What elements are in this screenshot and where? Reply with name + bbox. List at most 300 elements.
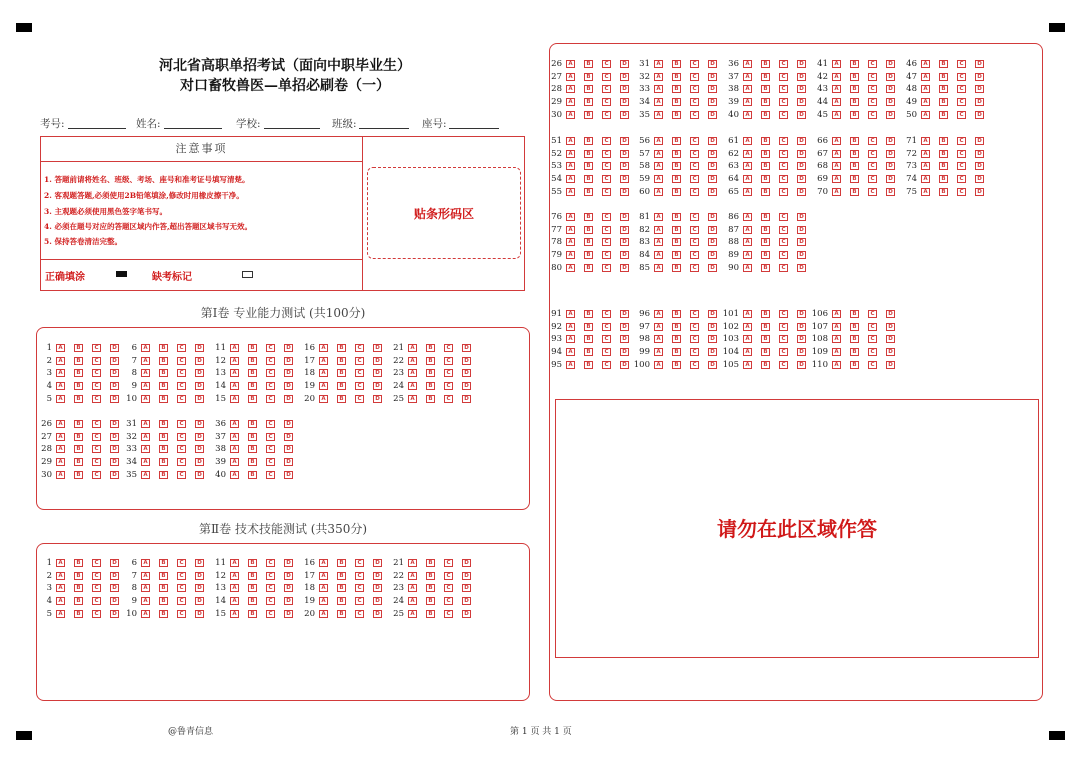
- option-bubble-c[interactable]: C: [266, 420, 275, 428]
- option-bubble-c[interactable]: C: [602, 85, 611, 93]
- option-bubble-d[interactable]: D: [886, 85, 895, 93]
- option-bubble-a[interactable]: A: [230, 382, 239, 390]
- option-bubble-c[interactable]: C: [779, 251, 788, 259]
- option-bubble-b[interactable]: B: [761, 60, 770, 68]
- option-bubble-d[interactable]: D: [975, 150, 984, 158]
- option-bubble-d[interactable]: D: [975, 85, 984, 93]
- option-bubble-d[interactable]: D: [195, 471, 204, 479]
- option-bubble-b[interactable]: B: [761, 348, 770, 356]
- option-bubble-d[interactable]: D: [797, 348, 806, 356]
- option-bubble-d[interactable]: D: [284, 597, 293, 605]
- option-bubble-d[interactable]: D: [620, 348, 629, 356]
- option-bubble-c[interactable]: C: [355, 344, 364, 352]
- option-bubble-c[interactable]: C: [602, 361, 611, 369]
- option-bubble-d[interactable]: D: [110, 471, 119, 479]
- option-bubble-a[interactable]: A: [141, 445, 150, 453]
- option-bubble-a[interactable]: A: [319, 382, 328, 390]
- option-bubble-c[interactable]: C: [444, 584, 453, 592]
- option-bubble-c[interactable]: C: [690, 310, 699, 318]
- option-bubble-d[interactable]: D: [373, 559, 382, 567]
- option-bubble-c[interactable]: C: [92, 344, 101, 352]
- option-bubble-d[interactable]: D: [195, 344, 204, 352]
- option-bubble-a[interactable]: A: [832, 310, 841, 318]
- option-bubble-b[interactable]: B: [337, 369, 346, 377]
- option-bubble-d[interactable]: D: [462, 369, 471, 377]
- option-bubble-d[interactable]: D: [373, 344, 382, 352]
- option-bubble-a[interactable]: A: [230, 357, 239, 365]
- option-bubble-a[interactable]: A: [56, 357, 65, 365]
- option-bubble-c[interactable]: C: [957, 162, 966, 170]
- option-bubble-c[interactable]: C: [92, 395, 101, 403]
- option-bubble-c[interactable]: C: [177, 458, 186, 466]
- option-bubble-d[interactable]: D: [195, 420, 204, 428]
- option-bubble-a[interactable]: A: [654, 238, 663, 246]
- option-bubble-a[interactable]: A: [566, 238, 575, 246]
- option-bubble-c[interactable]: C: [957, 73, 966, 81]
- option-bubble-b[interactable]: B: [426, 559, 435, 567]
- option-bubble-b[interactable]: B: [850, 323, 859, 331]
- option-bubble-b[interactable]: B: [159, 458, 168, 466]
- option-bubble-d[interactable]: D: [195, 395, 204, 403]
- option-bubble-c[interactable]: C: [602, 348, 611, 356]
- option-bubble-d[interactable]: D: [620, 188, 629, 196]
- option-bubble-d[interactable]: D: [975, 73, 984, 81]
- option-bubble-d[interactable]: D: [797, 323, 806, 331]
- option-bubble-a[interactable]: A: [654, 361, 663, 369]
- option-bubble-c[interactable]: C: [444, 395, 453, 403]
- option-bubble-d[interactable]: D: [797, 137, 806, 145]
- option-bubble-a[interactable]: A: [832, 85, 841, 93]
- option-bubble-d[interactable]: D: [284, 420, 293, 428]
- option-bubble-d[interactable]: D: [110, 357, 119, 365]
- option-bubble-b[interactable]: B: [159, 433, 168, 441]
- option-bubble-a[interactable]: A: [230, 610, 239, 618]
- option-bubble-b[interactable]: B: [426, 357, 435, 365]
- option-bubble-d[interactable]: D: [708, 323, 717, 331]
- option-bubble-b[interactable]: B: [850, 335, 859, 343]
- option-bubble-a[interactable]: A: [141, 344, 150, 352]
- option-bubble-c[interactable]: C: [779, 85, 788, 93]
- option-bubble-d[interactable]: D: [797, 310, 806, 318]
- option-bubble-d[interactable]: D: [620, 310, 629, 318]
- option-bubble-a[interactable]: A: [141, 382, 150, 390]
- option-bubble-d[interactable]: D: [975, 162, 984, 170]
- option-bubble-a[interactable]: A: [319, 584, 328, 592]
- option-bubble-c[interactable]: C: [92, 357, 101, 365]
- option-bubble-c[interactable]: C: [444, 610, 453, 618]
- option-bubble-b[interactable]: B: [248, 458, 257, 466]
- option-bubble-d[interactable]: D: [708, 175, 717, 183]
- option-bubble-a[interactable]: A: [566, 85, 575, 93]
- option-bubble-d[interactable]: D: [620, 251, 629, 259]
- option-bubble-c[interactable]: C: [690, 162, 699, 170]
- seat-field[interactable]: [449, 128, 499, 129]
- option-bubble-d[interactable]: D: [797, 335, 806, 343]
- option-bubble-b[interactable]: B: [584, 137, 593, 145]
- option-bubble-b[interactable]: B: [159, 597, 168, 605]
- option-bubble-d[interactable]: D: [462, 597, 471, 605]
- option-bubble-a[interactable]: A: [743, 85, 752, 93]
- option-bubble-c[interactable]: C: [177, 433, 186, 441]
- option-bubble-b[interactable]: B: [74, 559, 83, 567]
- option-bubble-c[interactable]: C: [355, 584, 364, 592]
- option-bubble-b[interactable]: B: [761, 264, 770, 272]
- option-bubble-b[interactable]: B: [159, 471, 168, 479]
- option-bubble-a[interactable]: A: [56, 369, 65, 377]
- option-bubble-b[interactable]: B: [761, 98, 770, 106]
- option-bubble-a[interactable]: A: [921, 73, 930, 81]
- option-bubble-c[interactable]: C: [868, 150, 877, 158]
- option-bubble-d[interactable]: D: [373, 572, 382, 580]
- option-bubble-c[interactable]: C: [868, 60, 877, 68]
- option-bubble-b[interactable]: B: [74, 369, 83, 377]
- option-bubble-d[interactable]: D: [195, 445, 204, 453]
- option-bubble-c[interactable]: C: [355, 357, 364, 365]
- option-bubble-d[interactable]: D: [886, 335, 895, 343]
- option-bubble-d[interactable]: D: [284, 445, 293, 453]
- option-bubble-d[interactable]: D: [284, 572, 293, 580]
- option-bubble-d[interactable]: D: [284, 610, 293, 618]
- option-bubble-b[interactable]: B: [74, 344, 83, 352]
- option-bubble-c[interactable]: C: [690, 323, 699, 331]
- option-bubble-c[interactable]: C: [690, 188, 699, 196]
- option-bubble-c[interactable]: C: [868, 175, 877, 183]
- option-bubble-d[interactable]: D: [797, 361, 806, 369]
- option-bubble-a[interactable]: A: [56, 420, 65, 428]
- option-bubble-c[interactable]: C: [957, 60, 966, 68]
- option-bubble-a[interactable]: A: [141, 357, 150, 365]
- option-bubble-c[interactable]: C: [266, 597, 275, 605]
- option-bubble-d[interactable]: D: [284, 369, 293, 377]
- option-bubble-b[interactable]: B: [672, 226, 681, 234]
- option-bubble-b[interactable]: B: [426, 597, 435, 605]
- option-bubble-d[interactable]: D: [373, 584, 382, 592]
- option-bubble-b[interactable]: B: [672, 162, 681, 170]
- option-bubble-a[interactable]: A: [56, 458, 65, 466]
- option-bubble-b[interactable]: B: [337, 597, 346, 605]
- option-bubble-a[interactable]: A: [654, 213, 663, 221]
- option-bubble-b[interactable]: B: [939, 85, 948, 93]
- option-bubble-b[interactable]: B: [584, 188, 593, 196]
- option-bubble-d[interactable]: D: [110, 344, 119, 352]
- option-bubble-a[interactable]: A: [230, 369, 239, 377]
- option-bubble-d[interactable]: D: [975, 111, 984, 119]
- option-bubble-c[interactable]: C: [779, 238, 788, 246]
- option-bubble-d[interactable]: D: [620, 150, 629, 158]
- option-bubble-c[interactable]: C: [92, 458, 101, 466]
- option-bubble-b[interactable]: B: [159, 610, 168, 618]
- option-bubble-a[interactable]: A: [566, 213, 575, 221]
- option-bubble-d[interactable]: D: [797, 98, 806, 106]
- option-bubble-a[interactable]: A: [654, 251, 663, 259]
- option-bubble-d[interactable]: D: [708, 361, 717, 369]
- option-bubble-c[interactable]: C: [355, 559, 364, 567]
- option-bubble-b[interactable]: B: [850, 348, 859, 356]
- option-bubble-b[interactable]: B: [159, 382, 168, 390]
- option-bubble-b[interactable]: B: [74, 458, 83, 466]
- option-bubble-a[interactable]: A: [141, 584, 150, 592]
- option-bubble-a[interactable]: A: [566, 323, 575, 331]
- option-bubble-b[interactable]: B: [159, 420, 168, 428]
- option-bubble-b[interactable]: B: [761, 238, 770, 246]
- option-bubble-a[interactable]: A: [319, 357, 328, 365]
- option-bubble-b[interactable]: B: [584, 226, 593, 234]
- option-bubble-b[interactable]: B: [159, 369, 168, 377]
- option-bubble-c[interactable]: C: [868, 137, 877, 145]
- option-bubble-c[interactable]: C: [690, 361, 699, 369]
- option-bubble-b[interactable]: B: [159, 344, 168, 352]
- option-bubble-b[interactable]: B: [939, 137, 948, 145]
- option-bubble-c[interactable]: C: [690, 137, 699, 145]
- option-bubble-a[interactable]: A: [743, 98, 752, 106]
- option-bubble-a[interactable]: A: [832, 162, 841, 170]
- option-bubble-c[interactable]: C: [957, 188, 966, 196]
- option-bubble-b[interactable]: B: [159, 445, 168, 453]
- option-bubble-c[interactable]: C: [177, 357, 186, 365]
- option-bubble-c[interactable]: C: [266, 382, 275, 390]
- option-bubble-a[interactable]: A: [832, 98, 841, 106]
- option-bubble-c[interactable]: C: [266, 395, 275, 403]
- option-bubble-b[interactable]: B: [584, 264, 593, 272]
- option-bubble-c[interactable]: C: [266, 559, 275, 567]
- option-bubble-b[interactable]: B: [584, 175, 593, 183]
- option-bubble-a[interactable]: A: [230, 420, 239, 428]
- option-bubble-a[interactable]: A: [921, 150, 930, 158]
- option-bubble-c[interactable]: C: [779, 264, 788, 272]
- option-bubble-c[interactable]: C: [266, 369, 275, 377]
- option-bubble-a[interactable]: A: [654, 85, 663, 93]
- option-bubble-c[interactable]: C: [779, 73, 788, 81]
- option-bubble-d[interactable]: D: [462, 382, 471, 390]
- option-bubble-a[interactable]: A: [743, 111, 752, 119]
- option-bubble-a[interactable]: A: [319, 572, 328, 580]
- option-bubble-c[interactable]: C: [602, 335, 611, 343]
- option-bubble-b[interactable]: B: [584, 323, 593, 331]
- option-bubble-b[interactable]: B: [426, 382, 435, 390]
- option-bubble-b[interactable]: B: [850, 162, 859, 170]
- option-bubble-d[interactable]: D: [620, 335, 629, 343]
- option-bubble-c[interactable]: C: [868, 162, 877, 170]
- option-bubble-c[interactable]: C: [779, 361, 788, 369]
- option-bubble-b[interactable]: B: [74, 471, 83, 479]
- option-bubble-d[interactable]: D: [975, 98, 984, 106]
- option-bubble-c[interactable]: C: [690, 98, 699, 106]
- option-bubble-c[interactable]: C: [957, 85, 966, 93]
- option-bubble-d[interactable]: D: [708, 111, 717, 119]
- option-bubble-c[interactable]: C: [779, 150, 788, 158]
- option-bubble-c[interactable]: C: [690, 348, 699, 356]
- option-bubble-d[interactable]: D: [708, 162, 717, 170]
- option-bubble-a[interactable]: A: [230, 559, 239, 567]
- option-bubble-b[interactable]: B: [248, 559, 257, 567]
- option-bubble-a[interactable]: A: [566, 73, 575, 81]
- option-bubble-a[interactable]: A: [319, 344, 328, 352]
- option-bubble-c[interactable]: C: [779, 162, 788, 170]
- option-bubble-d[interactable]: D: [195, 382, 204, 390]
- option-bubble-c[interactable]: C: [444, 369, 453, 377]
- option-bubble-b[interactable]: B: [761, 310, 770, 318]
- option-bubble-d[interactable]: D: [620, 213, 629, 221]
- option-bubble-b[interactable]: B: [337, 584, 346, 592]
- option-bubble-b[interactable]: B: [248, 369, 257, 377]
- option-bubble-c[interactable]: C: [602, 111, 611, 119]
- option-bubble-c[interactable]: C: [444, 559, 453, 567]
- option-bubble-d[interactable]: D: [195, 597, 204, 605]
- option-bubble-d[interactable]: D: [886, 323, 895, 331]
- option-bubble-c[interactable]: C: [602, 137, 611, 145]
- option-bubble-b[interactable]: B: [672, 213, 681, 221]
- option-bubble-b[interactable]: B: [850, 111, 859, 119]
- option-bubble-d[interactable]: D: [620, 137, 629, 145]
- option-bubble-b[interactable]: B: [74, 382, 83, 390]
- option-bubble-d[interactable]: D: [110, 445, 119, 453]
- option-bubble-d[interactable]: D: [708, 264, 717, 272]
- option-bubble-a[interactable]: A: [832, 361, 841, 369]
- option-bubble-a[interactable]: A: [408, 344, 417, 352]
- option-bubble-d[interactable]: D: [708, 60, 717, 68]
- option-bubble-a[interactable]: A: [832, 323, 841, 331]
- option-bubble-d[interactable]: D: [195, 369, 204, 377]
- option-bubble-c[interactable]: C: [177, 344, 186, 352]
- option-bubble-a[interactable]: A: [56, 584, 65, 592]
- option-bubble-d[interactable]: D: [886, 310, 895, 318]
- option-bubble-c[interactable]: C: [690, 73, 699, 81]
- option-bubble-d[interactable]: D: [195, 433, 204, 441]
- option-bubble-d[interactable]: D: [708, 226, 717, 234]
- option-bubble-b[interactable]: B: [761, 335, 770, 343]
- option-bubble-d[interactable]: D: [797, 85, 806, 93]
- option-bubble-d[interactable]: D: [886, 361, 895, 369]
- option-bubble-a[interactable]: A: [56, 559, 65, 567]
- option-bubble-b[interactable]: B: [159, 357, 168, 365]
- option-bubble-c[interactable]: C: [444, 597, 453, 605]
- option-bubble-b[interactable]: B: [74, 584, 83, 592]
- option-bubble-c[interactable]: C: [779, 335, 788, 343]
- option-bubble-c[interactable]: C: [602, 60, 611, 68]
- option-bubble-d[interactable]: D: [620, 98, 629, 106]
- option-bubble-d[interactable]: D: [373, 357, 382, 365]
- option-bubble-c[interactable]: C: [266, 471, 275, 479]
- option-bubble-b[interactable]: B: [248, 584, 257, 592]
- option-bubble-b[interactable]: B: [159, 559, 168, 567]
- option-bubble-a[interactable]: A: [743, 264, 752, 272]
- option-bubble-d[interactable]: D: [462, 559, 471, 567]
- option-bubble-c[interactable]: C: [602, 310, 611, 318]
- option-bubble-b[interactable]: B: [761, 213, 770, 221]
- option-bubble-b[interactable]: B: [850, 310, 859, 318]
- option-bubble-c[interactable]: C: [868, 98, 877, 106]
- option-bubble-d[interactable]: D: [886, 162, 895, 170]
- option-bubble-a[interactable]: A: [832, 111, 841, 119]
- option-bubble-d[interactable]: D: [462, 610, 471, 618]
- option-bubble-c[interactable]: C: [868, 323, 877, 331]
- option-bubble-b[interactable]: B: [337, 559, 346, 567]
- option-bubble-b[interactable]: B: [850, 175, 859, 183]
- option-bubble-b[interactable]: B: [672, 73, 681, 81]
- option-bubble-a[interactable]: A: [566, 251, 575, 259]
- option-bubble-d[interactable]: D: [110, 420, 119, 428]
- option-bubble-c[interactable]: C: [779, 175, 788, 183]
- option-bubble-a[interactable]: A: [56, 382, 65, 390]
- option-bubble-a[interactable]: A: [56, 445, 65, 453]
- option-bubble-b[interactable]: B: [337, 395, 346, 403]
- option-bubble-c[interactable]: C: [957, 111, 966, 119]
- option-bubble-c[interactable]: C: [177, 395, 186, 403]
- option-bubble-d[interactable]: D: [110, 433, 119, 441]
- option-bubble-a[interactable]: A: [654, 175, 663, 183]
- option-bubble-d[interactable]: D: [284, 584, 293, 592]
- option-bubble-b[interactable]: B: [672, 323, 681, 331]
- option-bubble-b[interactable]: B: [850, 98, 859, 106]
- option-bubble-d[interactable]: D: [797, 150, 806, 158]
- option-bubble-a[interactable]: A: [566, 111, 575, 119]
- option-bubble-d[interactable]: D: [975, 188, 984, 196]
- option-bubble-d[interactable]: D: [975, 175, 984, 183]
- option-bubble-a[interactable]: A: [921, 111, 930, 119]
- option-bubble-d[interactable]: D: [708, 238, 717, 246]
- option-bubble-b[interactable]: B: [584, 73, 593, 81]
- option-bubble-d[interactable]: D: [886, 188, 895, 196]
- option-bubble-a[interactable]: A: [832, 175, 841, 183]
- option-bubble-d[interactable]: D: [110, 572, 119, 580]
- option-bubble-c[interactable]: C: [690, 238, 699, 246]
- option-bubble-d[interactable]: D: [462, 344, 471, 352]
- option-bubble-b[interactable]: B: [672, 150, 681, 158]
- option-bubble-b[interactable]: B: [939, 175, 948, 183]
- option-bubble-c[interactable]: C: [779, 111, 788, 119]
- option-bubble-c[interactable]: C: [177, 445, 186, 453]
- option-bubble-d[interactable]: D: [620, 226, 629, 234]
- option-bubble-c[interactable]: C: [177, 610, 186, 618]
- option-bubble-c[interactable]: C: [266, 458, 275, 466]
- option-bubble-c[interactable]: C: [690, 251, 699, 259]
- option-bubble-a[interactable]: A: [743, 238, 752, 246]
- option-bubble-a[interactable]: A: [921, 98, 930, 106]
- exam-no-field[interactable]: [68, 128, 126, 129]
- option-bubble-d[interactable]: D: [975, 60, 984, 68]
- option-bubble-a[interactable]: A: [921, 85, 930, 93]
- option-bubble-b[interactable]: B: [939, 98, 948, 106]
- option-bubble-d[interactable]: D: [708, 348, 717, 356]
- option-bubble-c[interactable]: C: [444, 344, 453, 352]
- option-bubble-c[interactable]: C: [355, 369, 364, 377]
- option-bubble-b[interactable]: B: [850, 361, 859, 369]
- option-bubble-a[interactable]: A: [566, 137, 575, 145]
- option-bubble-b[interactable]: B: [939, 150, 948, 158]
- option-bubble-a[interactable]: A: [141, 369, 150, 377]
- option-bubble-c[interactable]: C: [266, 584, 275, 592]
- option-bubble-c[interactable]: C: [868, 335, 877, 343]
- option-bubble-b[interactable]: B: [248, 395, 257, 403]
- option-bubble-d[interactable]: D: [284, 344, 293, 352]
- option-bubble-b[interactable]: B: [248, 344, 257, 352]
- option-bubble-b[interactable]: B: [584, 162, 593, 170]
- option-bubble-b[interactable]: B: [672, 85, 681, 93]
- option-bubble-b[interactable]: B: [248, 357, 257, 365]
- option-bubble-c[interactable]: C: [868, 73, 877, 81]
- option-bubble-b[interactable]: B: [761, 251, 770, 259]
- option-bubble-a[interactable]: A: [743, 73, 752, 81]
- option-bubble-a[interactable]: A: [654, 111, 663, 119]
- option-bubble-b[interactable]: B: [74, 597, 83, 605]
- option-bubble-b[interactable]: B: [939, 60, 948, 68]
- option-bubble-b[interactable]: B: [761, 73, 770, 81]
- option-bubble-a[interactable]: A: [56, 572, 65, 580]
- option-bubble-c[interactable]: C: [602, 323, 611, 331]
- option-bubble-a[interactable]: A: [408, 369, 417, 377]
- option-bubble-c[interactable]: C: [602, 175, 611, 183]
- option-bubble-a[interactable]: A: [832, 73, 841, 81]
